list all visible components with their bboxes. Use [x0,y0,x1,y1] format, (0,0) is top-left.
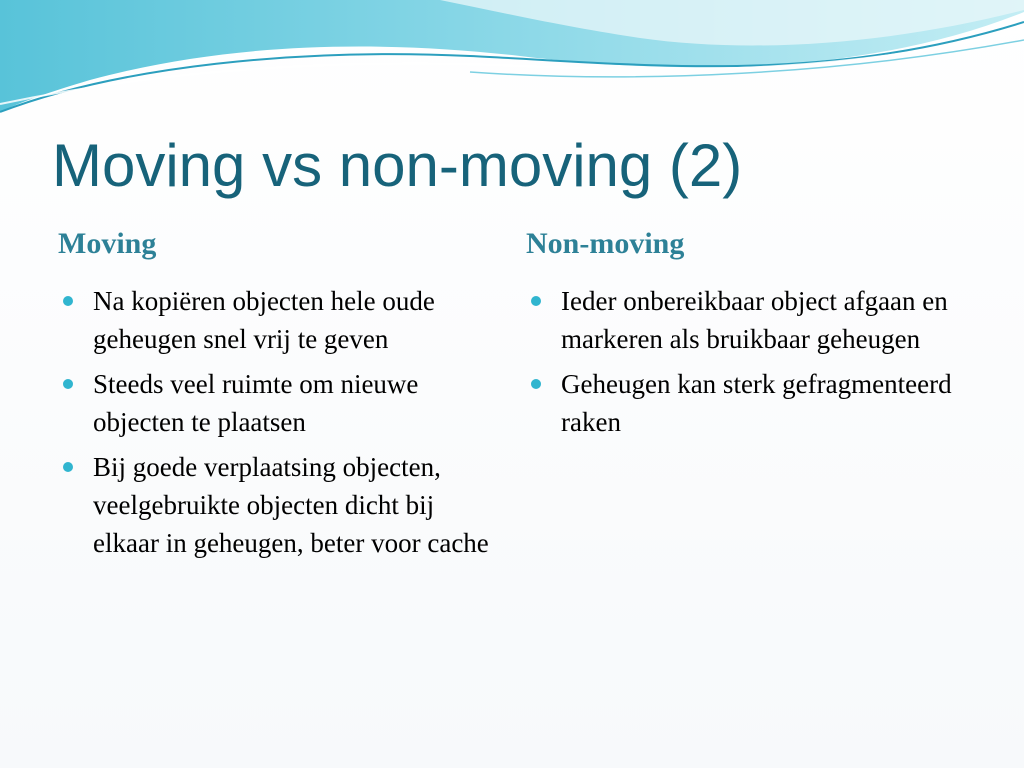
bullet-dot-icon [531,379,541,389]
slide-title: Moving vs non-moving (2) [52,132,743,199]
bullet-text: Geheugen kan sterk gefragmenteerd raken [561,369,952,437]
bullet-text: Bij goede verplaatsing objecten, veelgebruikte objecten dicht bij elkaar in geheugen, beter voor cache [93,452,489,558]
bullet-text: Na kopiëren objecten hele oude geheugen snel vrij te geven [93,286,435,354]
bullet-dot-icon [63,296,73,306]
bullet-text: Steeds veel ruimte om nieuwe objecten te plaatsen [93,369,419,437]
bullet-dot-icon [63,379,73,389]
header-wave-decoration [0,0,1024,125]
bullet-item [526,365,966,441]
bullet-item [58,365,498,441]
bullet-item [526,282,966,358]
bullet-dot-icon [531,296,541,306]
bullet-dot-icon [63,462,73,472]
non-moving-bullet-list [526,282,966,441]
non-moving-column [526,224,966,448]
moving-heading: Moving [58,227,157,260]
moving-bullet-list [58,282,498,562]
moving-column [58,224,498,569]
bullet-item [58,448,498,562]
non-moving-heading: Non-moving [526,227,685,260]
bullet-item [58,282,498,358]
bullet-text: Ieder onbereikbaar object afgaan en markeren als bruikbaar geheugen [561,286,948,354]
